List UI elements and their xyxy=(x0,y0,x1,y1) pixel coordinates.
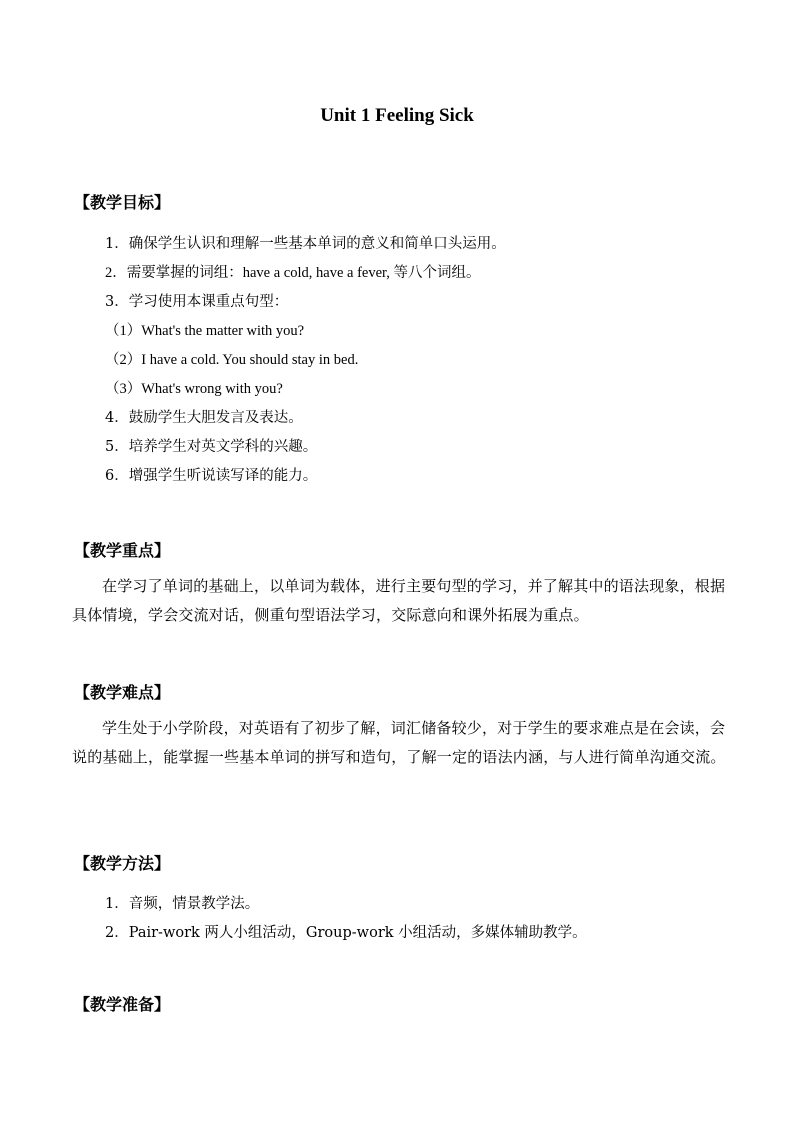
objective-item: 1．确保学生认识和理解一些基本单词的意义和简单口头运用。 xyxy=(105,236,506,252)
objective-item: 3．学习使用本课重点句型： xyxy=(105,294,289,310)
document-title: Unit 1 Feeling Sick xyxy=(320,105,474,126)
key-points-paragraph: 在学习了单词的基础上，以单词为载体，进行主要句型的学习，并了解其中的语法现象，根据具体情境，学会交流对话，侧重句型语法学习，交际意向和课外拓展为重点。 xyxy=(72,577,726,624)
objective-sentence: （1）What's the matter with you? xyxy=(105,323,305,339)
objective-item: 6．增强学生听说读写译的能力。 xyxy=(105,468,318,484)
difficulties-paragraph: 学生处于小学阶段，对英语有了初步了解，词汇储备较少，对于学生的要求难点是在会读，会说的基础上，能掌握一些基本单词的拼写和造句，了解一定的语法内涵，与人进行简单沟通交流。 xyxy=(72,719,726,766)
difficulties-heading: 【教学难点】 xyxy=(74,683,171,702)
preparation-heading: 【教学准备】 xyxy=(74,995,171,1014)
method-item: 2．Pair-work 两人小组活动，Group-work 小组活动，多媒体辅助教学。 xyxy=(105,925,587,941)
method-item: 1．音频，情景教学法。 xyxy=(105,896,260,912)
objective-sentence: （3）What's wrong with you? xyxy=(105,381,283,397)
objective-sentence: （2）I have a cold. You should stay in bed. xyxy=(105,352,359,368)
objective-item: 5．培养学生对英文学科的兴趣。 xyxy=(105,439,318,455)
methods-heading: 【教学方法】 xyxy=(74,854,171,873)
objectives-heading: 【教学目标】 xyxy=(74,193,171,212)
objective-item: 4．鼓励学生大胆发言及表达。 xyxy=(105,410,303,426)
objective-item: 2．需要掌握的词组：have a cold, have a fever, 等八个词组。 xyxy=(105,265,481,281)
key-points-heading: 【教学重点】 xyxy=(74,541,171,560)
